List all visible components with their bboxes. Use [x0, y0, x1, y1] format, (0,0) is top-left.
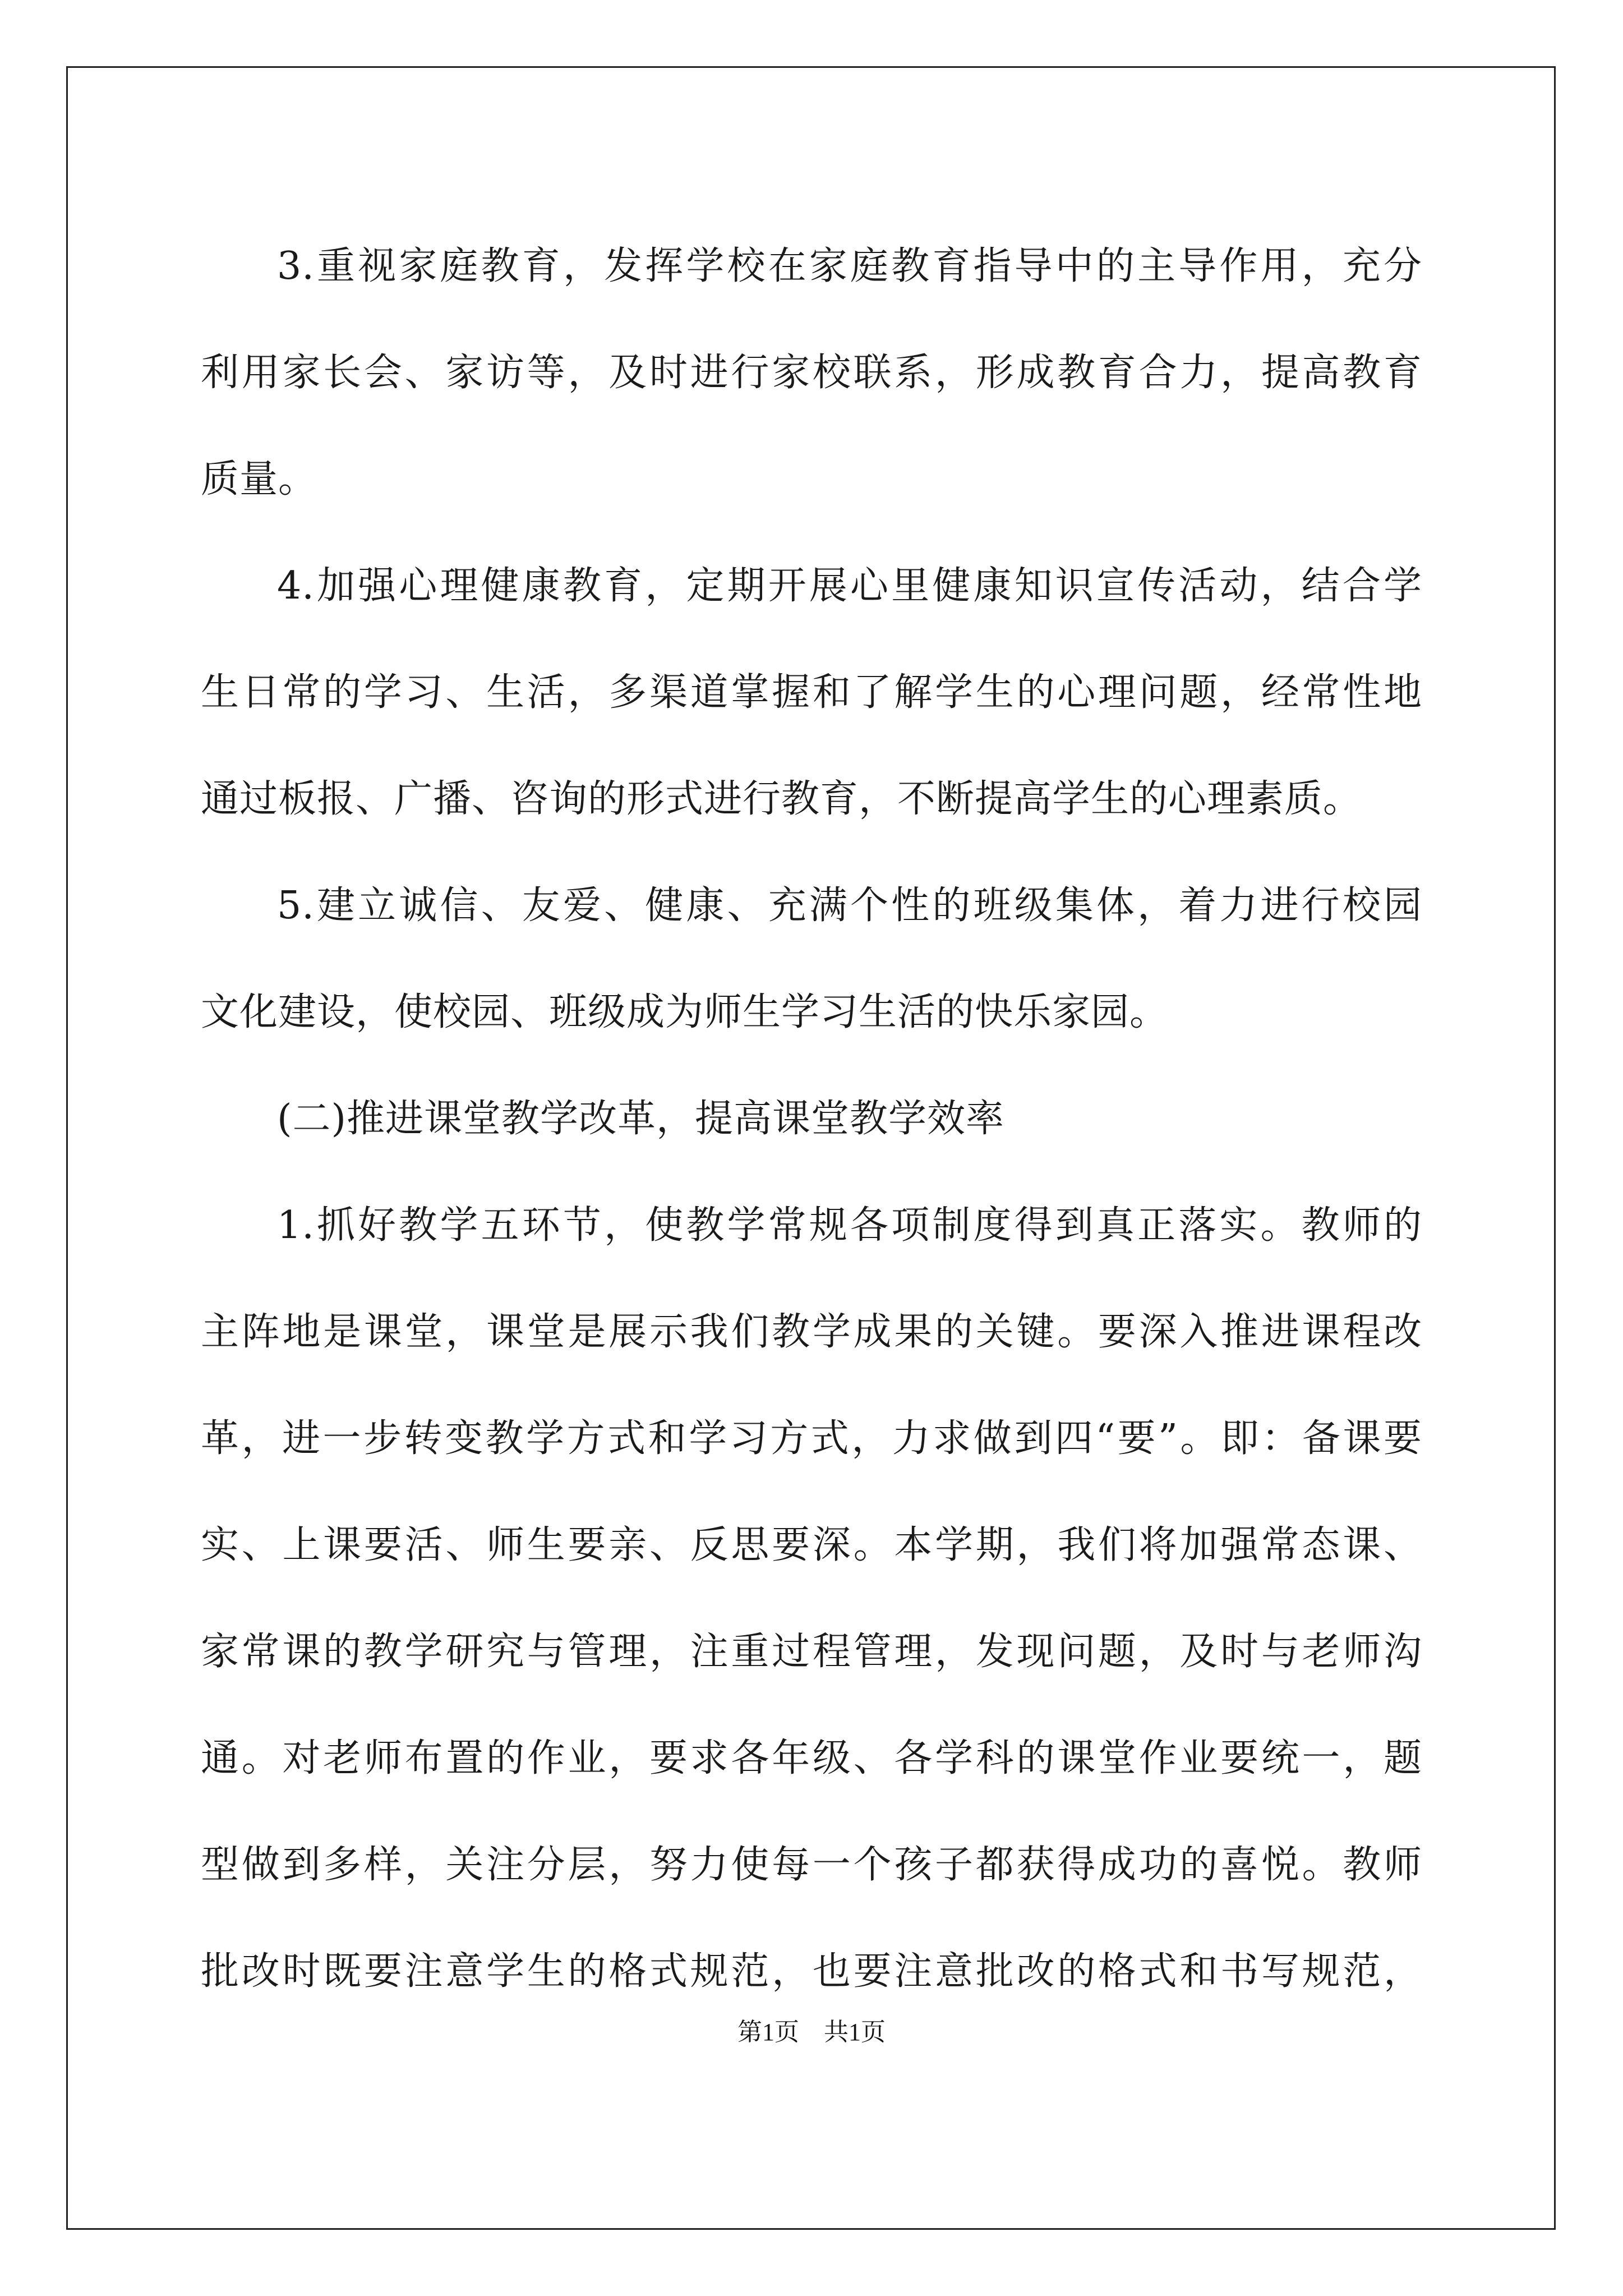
paragraph-line: 型做到多样，关注分层，努力使每一个孩子都获得成功的喜悦。教师	[201, 1843, 1422, 1887]
paragraph-line: 主阵地是课堂，课堂是展示我们教学成果的关键。要深入推进课程改	[201, 1310, 1422, 1354]
section-heading: (二)推进课堂教学改革，提高课堂教学效率	[277, 1097, 1005, 1141]
paragraph-line: 通过板报、广播、咨询的形式进行教育，不断提高学生的心理素质。	[201, 777, 1362, 821]
paragraph-line: 革，进一步转变教学方式和学习方式，力求做到四“要”。即：备课要	[201, 1416, 1422, 1461]
paragraph-line: 实、上课要活、师生要亲、反思要深。本学期，我们将加强常态课、	[201, 1523, 1422, 1567]
page-number-footer: 第1页 共1页	[737, 2018, 886, 2046]
paragraph-line: 质量。	[201, 457, 317, 501]
document-body	[201, 213, 1422, 2025]
paragraph-line: 利用家长会、家访等，及时进行家校联系，形成教育合力，提高教育	[201, 351, 1422, 395]
paragraph-line: 家常课的教学研究与管理，注重过程管理，发现问题，及时与老师沟	[201, 1630, 1422, 1674]
paragraph-line: 通。对老师布置的作业，要求各年级、各学科的课堂作业要统一，题	[201, 1736, 1422, 1780]
paragraph-line: 4.加强心理健康教育，定期开展心里健康知识宣传活动，结合学	[277, 564, 1422, 608]
paragraph-line: 文化建设，使校园、班级成为师生学习生活的快乐家园。	[201, 990, 1169, 1034]
paragraph-line: 5.建立诚信、友爱、健康、充满个性的班级集体，着力进行校园	[277, 884, 1422, 928]
paragraph-line: 批改时既要注意学生的格式规范，也要注意批改的格式和书写规范，	[201, 1949, 1422, 1994]
paragraph-line: 生日常的学习、生活，多渠道掌握和了解学生的心理问题，经常性地	[201, 670, 1422, 715]
paragraph-line: 1.抓好教学五环节，使教学常规各项制度得到真正落实。教师的	[277, 1203, 1422, 1248]
paragraph-line: 3.重视家庭教育，发挥学校在家庭教育指导中的主导作用，充分	[277, 244, 1422, 288]
